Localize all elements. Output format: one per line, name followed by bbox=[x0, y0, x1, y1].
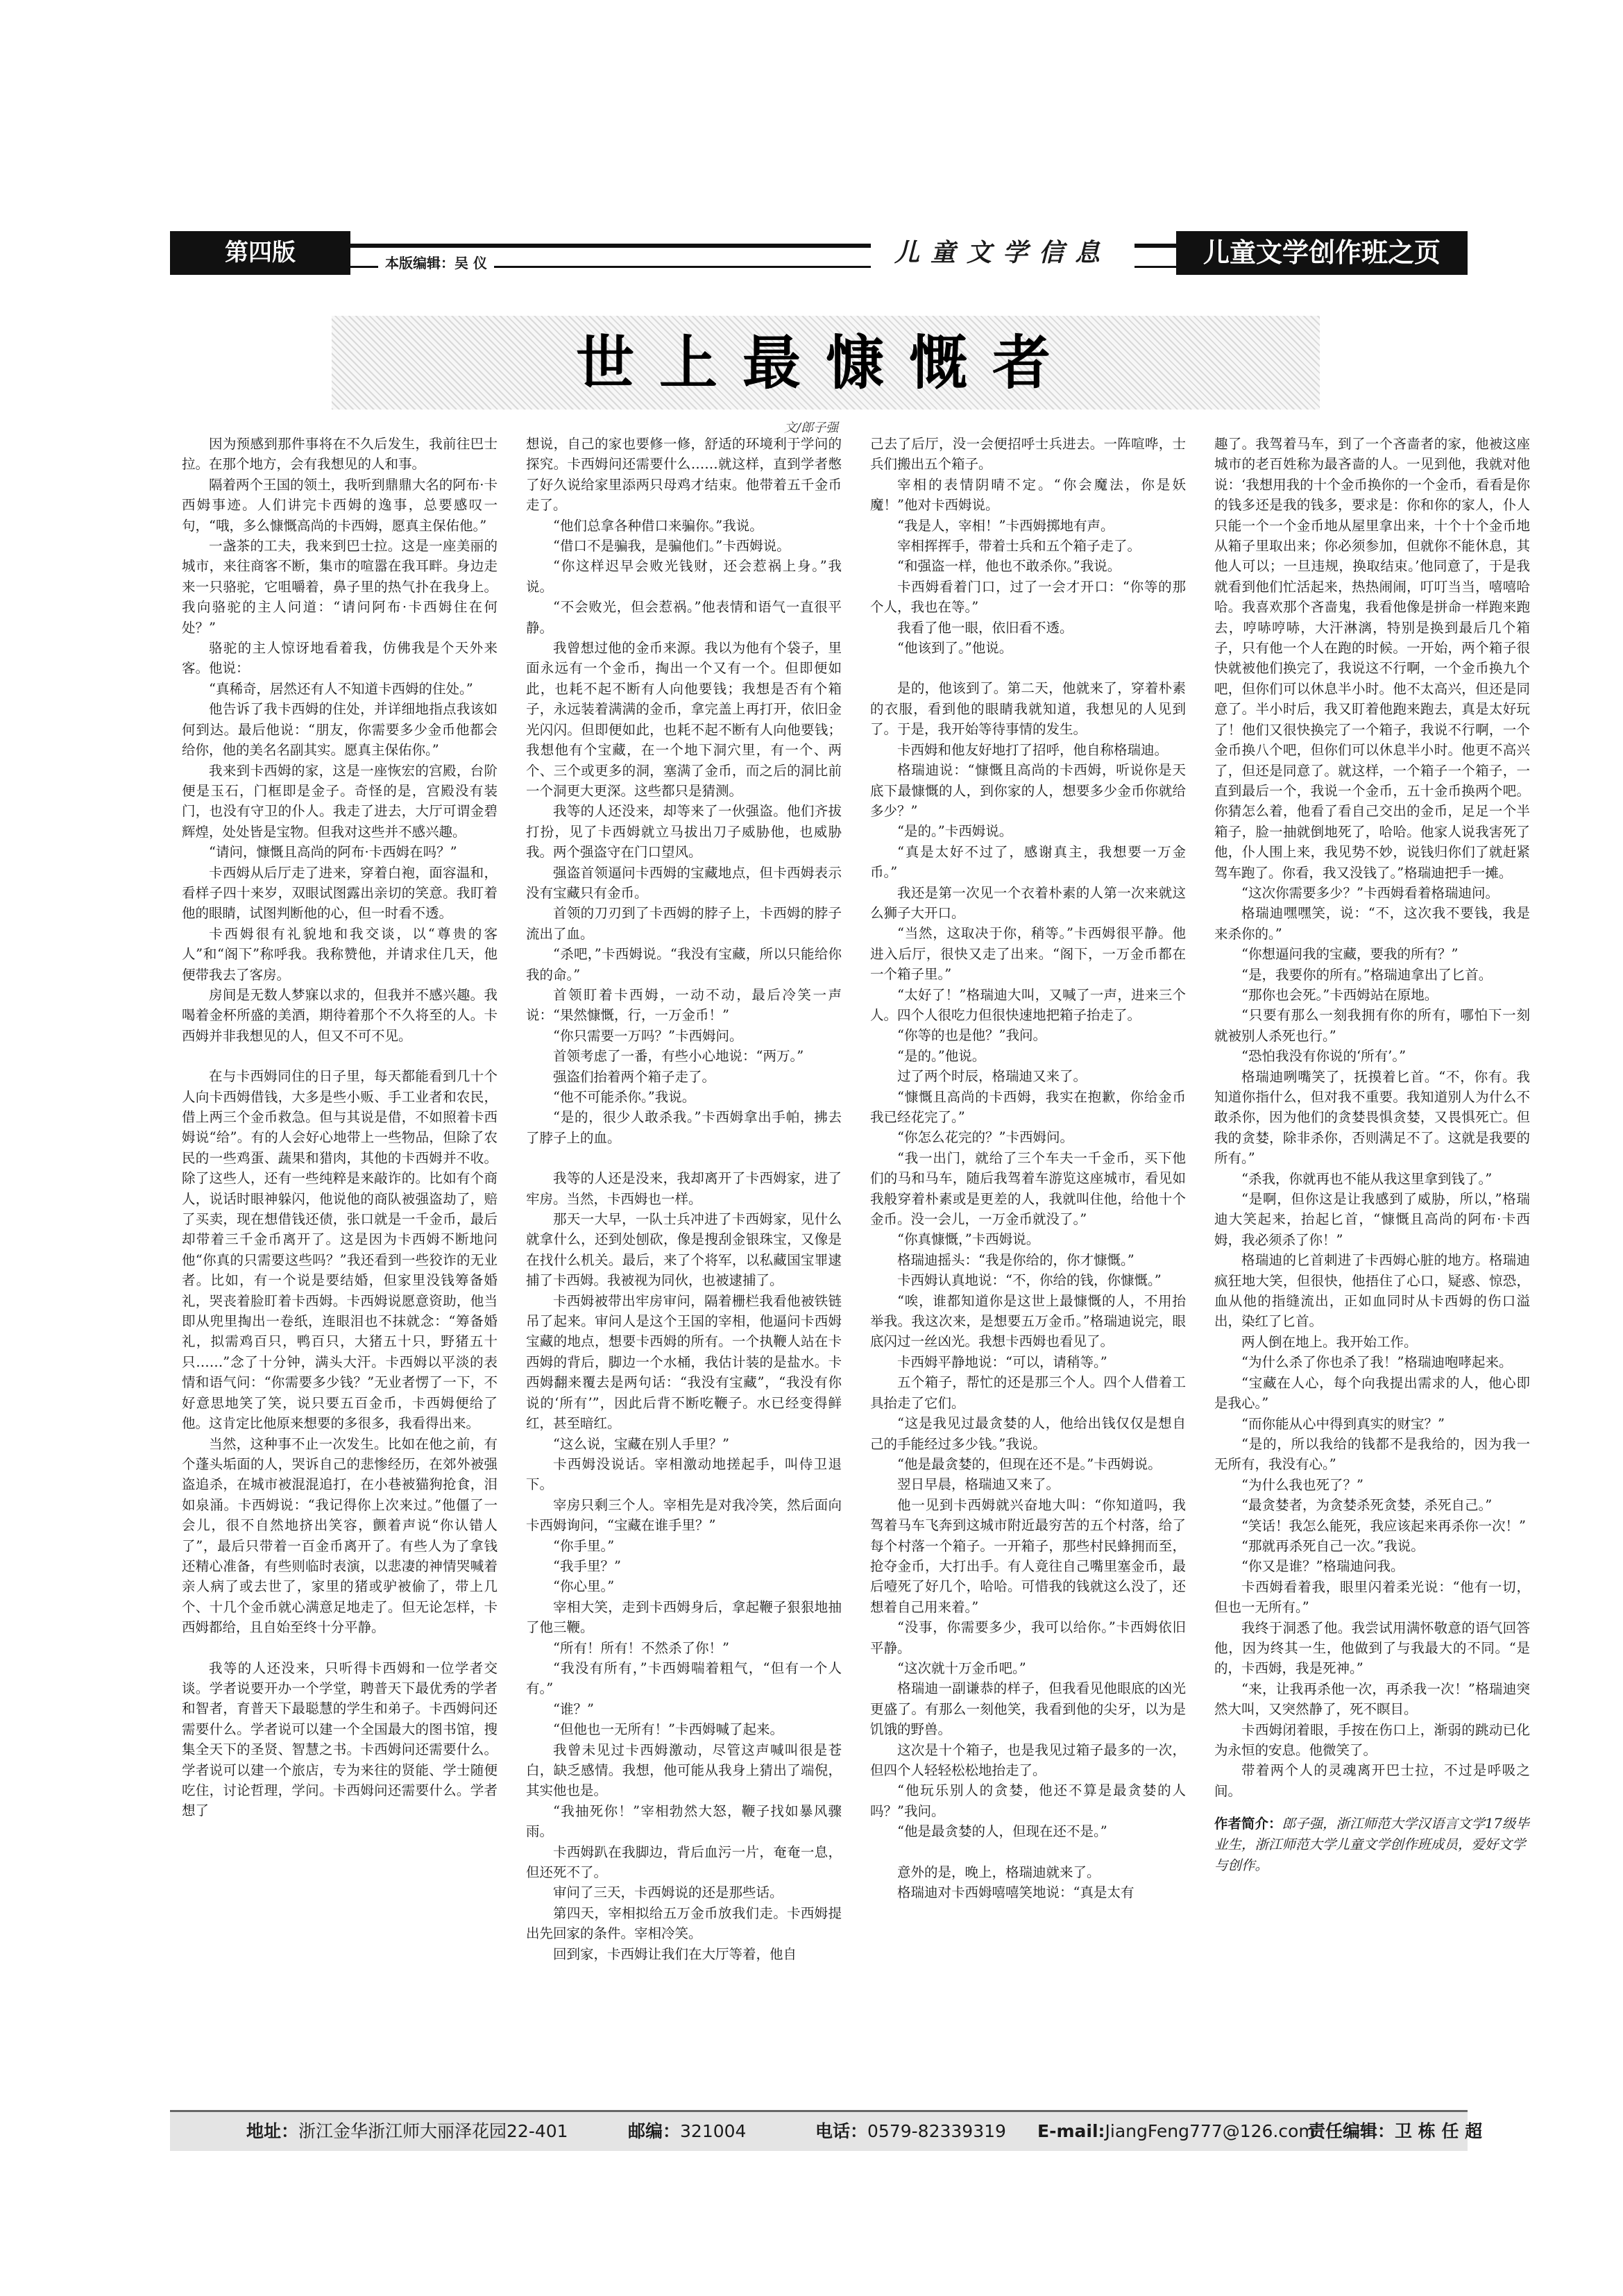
paragraph: 强盗首领逼问卡西姆的宝藏地点，但卡西姆表示没有宝藏只有金币。 bbox=[526, 864, 842, 901]
paragraph: “借口不是骗我，是骗他们。”卡西姆说。 bbox=[553, 538, 790, 555]
paragraph: 骆驼的主人惊讶地看着我，仿佛我是个天外来客。他说： bbox=[182, 640, 498, 677]
paragraph: 我看了他一眼，依旧看不透。 bbox=[897, 619, 1073, 636]
title-banner bbox=[332, 316, 1320, 410]
paragraph: 首领的刀刃到了卡西姆的脖子上，卡西姆的脖子流出了血。 bbox=[526, 905, 842, 942]
paragraph: “杀我，你就再也不能从我这里拿到钱了。” bbox=[1241, 1170, 1493, 1187]
paragraph: 首领考虑了一番，有些小心地说：“两万。” bbox=[553, 1048, 804, 1065]
article-column-2 bbox=[526, 434, 842, 2270]
paragraph: 强盗们抬着两个箱子走了。 bbox=[553, 1068, 716, 1085]
paragraph: “我没有所有，”卡西姆喘着粗气，“但有一个人有。” bbox=[526, 1660, 842, 1697]
paragraph: “你真慷慨，”卡西姆说。 bbox=[897, 1231, 1040, 1248]
paragraph: “他该到了。”他说。 bbox=[897, 640, 1013, 657]
paragraph: 意外的是，晚上，格瑞迪就来了。 bbox=[897, 1864, 1101, 1880]
paragraph: 第四天，宰相拟给五万金币放我们走。卡西姆提出先回家的条件。宰相冷笑。 bbox=[526, 1905, 842, 1942]
paragraph: “你这样迟早会败光钱财，还会惹祸上身。”我说。 bbox=[526, 558, 842, 595]
paragraph: “最贪婪者，为贪婪杀死贪婪，杀死自己。” bbox=[1241, 1497, 1493, 1514]
paragraph: “和强盗一样，他也不敢杀你。”我说。 bbox=[897, 558, 1121, 575]
paragraph: “笑话！我怎么能死，我应该起来再杀你一次！” bbox=[1241, 1517, 1526, 1534]
article-title: 世上最慷慨者 bbox=[575, 328, 1076, 397]
paragraph: “慷慨且高尚的卡西姆，我实在抱歉，你给金币我已经花完了。” bbox=[870, 1088, 1186, 1125]
paragraph: “杀吧，”卡西姆说。“我没有宝藏，所以只能给你我的命。” bbox=[526, 946, 842, 983]
paragraph: “谁？” bbox=[553, 1700, 594, 1717]
paragraph: “是啊，但你这是让我感到了威胁，所以，”格瑞迪大笑起来，抬起匕首，“慷慨且高尚的阿布·卡西姆，我必须杀了你！” bbox=[1214, 1191, 1530, 1248]
paragraph: “你只需要一万吗？”卡西姆问。 bbox=[553, 1027, 743, 1044]
paragraph: 格瑞迪一副谦恭的样子，但我看见他眼底的凶光更盛了。有那么一刻他笑，我看到他的尖牙，以为是饥饿的野兽。 bbox=[870, 1680, 1186, 1738]
paragraph: “我是人，宰相！”卡西姆掷地有声。 bbox=[897, 517, 1114, 534]
paragraph: “你怎么花完的？”卡西姆问。 bbox=[897, 1129, 1073, 1146]
paragraph: 格瑞迪对卡西姆嘻嘻笑地说：“真是太有 bbox=[897, 1884, 1135, 1901]
paragraph: 是的，他该到了。第二天，他就来了，穿着朴素的衣服，看到他的眼睛我就知道，我想见的人见到了。于是，我开始等待事情的发生。 bbox=[870, 680, 1186, 738]
paragraph: 卡西姆认真地说：“不，你给的钱，你慷慨。” bbox=[897, 1272, 1162, 1289]
paragraph: 审问了三天，卡西姆说的还是那些话。 bbox=[553, 1884, 783, 1901]
paragraph: “他玩乐别人的贪婪，他还不算是最贪婪的人吗？”我问。 bbox=[870, 1782, 1186, 1819]
paragraph: “你想逼问我的宝藏，要我的所有？” bbox=[1241, 946, 1459, 963]
paragraph: 卡西姆闭着眼，手按在伤口上，渐弱的跳动已化为永恒的安息。他微笑了。 bbox=[1214, 1721, 1530, 1758]
paragraph: “这次你需要多少？”卡西姆看着格瑞迪问。 bbox=[1241, 884, 1499, 901]
paragraph: “那你也会死。”卡西姆站在原地。 bbox=[1241, 986, 1438, 1003]
paragraph: 卡西姆看着我，眼里闪着柔光说：“他有一切，但也一无所有。” bbox=[1214, 1578, 1530, 1616]
paragraph: “我一出门，就给了三个车夫一千金币，买下他们的马和马车，随后我驾着车游览这座城市，看见如我般穿着朴素或是更差的人，我就叫住他，给他十个金币。没一会儿，一万金币就没了。” bbox=[870, 1149, 1186, 1228]
paragraph: 宰相挥挥手，带着士兵和五个箱子走了。 bbox=[897, 538, 1141, 555]
paragraph: “真是太好不过了，感谢真主，我想要一万金币。” bbox=[870, 843, 1186, 881]
paragraph: “这么说，宝藏在别人手里？” bbox=[553, 1435, 729, 1452]
paragraph: “是的，所以我给的钱都不是我给的，因为我一无所有，我没有心。” bbox=[1214, 1435, 1530, 1473]
article-column-4 bbox=[1214, 434, 1530, 2270]
paragraph: “我抽死你！”宰相勃然大怒，鞭子找如暴风骤雨。 bbox=[526, 1803, 842, 1840]
paragraph: “没事，你需要多少，我可以给你。”卡西姆依旧平静。 bbox=[870, 1619, 1186, 1656]
article-column-3 bbox=[870, 434, 1186, 2270]
paragraph: 我曾未见过卡西姆激动，尽管这声喊叫很是苍白，缺乏感情。我想，他可能从我身上猜出了端倪，其实他也是。 bbox=[526, 1741, 842, 1799]
phone: 0579-82339319 bbox=[867, 2121, 1006, 2141]
paragraph: 我等的人还没来，却等来了一伙强盗。他们齐拔打扮，见了卡西姆就立马拔出刀子威胁他，也威胁我。两个强盗守在门口望风。 bbox=[526, 803, 842, 861]
postcode: 321004 bbox=[680, 2121, 747, 2141]
paragraph: 两人倒在地上。我开始工作。 bbox=[1241, 1333, 1418, 1350]
paragraph: “所有！所有！不然杀了你！” bbox=[553, 1639, 729, 1656]
responsible-editors: 卫 栋 任 超 bbox=[1395, 2121, 1483, 2141]
paragraph: 宰房只剩三个人。宰相先是对我冷笑，然后面向卡西姆询问，“宝藏在谁手里？” bbox=[526, 1496, 842, 1534]
article-column-1 bbox=[182, 434, 498, 2270]
paragraph: 五个箱子，帮忙的还是那三个人。四个人借着工具抬走了它们。 bbox=[870, 1374, 1186, 1411]
paragraph: “为什么杀了你也杀了我！”格瑞迪咆哮起来。 bbox=[1241, 1354, 1513, 1371]
paragraph: 这次是十个箱子，也是我见过箱子最多的一次，但四个人轻轻松松地抬走了。 bbox=[870, 1741, 1186, 1778]
paragraph: 我曾想过他的金币来源。我以为他有个袋子，里面永远有一个金币，掏出一个又有一个。但即便如此，也耗不起不断有人向他要钱；我想是否有个箱子，永远装着满满的金币，拿完盖上再打开，依旧金光闪闪。但即便如此，也耗不起不断有人向他要钱；我想他有个宝藏，在一个地下洞穴里，有一个、两个、三个或更多的洞，塞满了金币，而之后的洞比前一个洞更大更深。这些都只是猜测。 bbox=[526, 640, 842, 799]
byline: 文/郎子强 bbox=[784, 421, 839, 435]
page-label: 儿童文学创作班之页 bbox=[1176, 231, 1468, 275]
paragraph: “那就再杀死自己一次。”我说。 bbox=[1241, 1537, 1425, 1554]
paragraph: 想说，自己的家也要修一修，舒适的环境利于学问的探究。卡西姆问还需要什么……就这样，直到学者憋了好久说给家里添两只母鸡才结束。他带着五千金币走了。 bbox=[526, 436, 842, 514]
paragraph: 卡西姆从后厅走了进来，穿着白袍，面容温和，看样子四十来岁，双眼试图露出亲切的笑意。我盯着他的眼睛，试图判断他的心，但一时看不透。 bbox=[182, 864, 498, 922]
paragraph: “而你能从心中得到真实的财宝？” bbox=[1241, 1415, 1445, 1432]
paragraph: 翌日早晨，格瑞迪又来了。 bbox=[897, 1476, 1060, 1493]
paragraph: “真稀奇，居然还有人不知道卡西姆的住处。” bbox=[209, 680, 473, 697]
paragraph: “只要有那么一刻我拥有你的所有，哪怕下一刻就被别人杀死也行。” bbox=[1214, 1007, 1530, 1044]
paragraph: 卡西姆被带出牢房审问，隔着栅栏我看他被铁链吊了起来。审问人是这个王国的宰相，他逼问卡西姆宝藏的地点，想要卡西姆的所有。一个执鞭人站在卡西姆的背后，脚边一个水桶，我估计装的是盐水。卡西姆翻来覆去是两句话：“我没有宝藏”，“我没有你说的‘所有’”，因此后背不断吃鞭子。水已经变得鲜红，甚至暗红。 bbox=[526, 1292, 842, 1432]
paragraph: 他告诉了我卡西姆的住处，并详细地指点我该如何到达。最后他说：“朋友，你需要多少金币他都会给你，他的美名名副其实。愿真主保佑你。” bbox=[182, 701, 498, 759]
paragraph: 卡西姆很有礼貌地和我交谈，以“尊贵的客人”和“阁下”称呼我。我称赞他，并请求住几天，他便带我去了客房。 bbox=[182, 925, 498, 983]
address-label: 地址： bbox=[246, 2121, 299, 2141]
paragraph: “他是最贪婪的人，但现在还不是。” bbox=[897, 1823, 1107, 1840]
paragraph: “这是我见过最贪婪的人，他给出钱仅仅是想自己的手能经过多少钱。”我说。 bbox=[870, 1415, 1186, 1452]
paragraph: 我还是第一次见一个衣着朴素的人第一次来就这么狮子大开口。 bbox=[870, 884, 1186, 921]
paragraph: 我来到卡西姆的家，这是一座恢宏的宫殿，台阶便是玉石，门框即是金子。奇怪的是，宫殿没有装门，也没有守卫的仆人。我走了进去，大厅可谓金碧辉煌，处处皆是宝物。但我对这些并不感兴趣。 bbox=[182, 762, 498, 840]
paragraph: “他们总拿各种借口来骗你。”我说。 bbox=[553, 517, 763, 534]
paragraph: 我等的人还是没来，我却离开了卡西姆家，进了牢房。当然，卡西姆也一样。 bbox=[526, 1170, 842, 1207]
paragraph: 一盏茶的工夫，我来到巴士拉。这是一座美丽的城市，来往商客不断，集市的喧嚣在我耳畔。身边走来一只骆驼，它咀嚼着，鼻子里的热气扑在我身上。我向骆驼的主人问道：“请问阿布·卡西姆住在何处？” bbox=[182, 538, 498, 636]
paragraph: “他是最贪婪的，但现在还不是。”卡西姆说。 bbox=[897, 1455, 1162, 1472]
paragraph: “这次就十万金币吧。” bbox=[897, 1660, 1026, 1676]
paragraph: 卡西姆看着门口，过了一会才开口：“你等的那个人，我也在等。” bbox=[870, 578, 1186, 616]
paragraph: 格瑞迪摇头：“我是你给的，你才慷慨。” bbox=[897, 1251, 1135, 1268]
paragraph: 趣了。我驾着马车，到了一个吝啬者的家，他被这座城市的老百姓称为最吝啬的人。一见到他，我就对他说：‘我想用我的十个金币换你的一个金币，看看是你的钱多还是我的钱多，要求是：你和你的家人，仆人只能一个一个金币地从屋里拿出来，十个十个金币地从箱子里取出来；你必须参加，但就你不能休息，其他人可以；一旦违规，换取结束。’他同意了，于是我就看到他们忙活起来，热热闹闹，叮叮当当，嘻嘻哈哈。我喜欢那个吝啬鬼，我看他像是拼命一样跑来跑去，哼哧哼哧，大汗淋漓，特别是换到最后几个箱子，只有他一个人在跑的时候。一开始，两个箱子很快就被他们换完了，我说这不行啊，一个金币换九个吧，但你们可以休息半小时。他不太高兴，但还是同意了。半小时后，我又盯着他跑来跑去，真是太好玩了！他们又很快换完了一个箱子，我说不行啊，一个金币换八个吧，但你们可以休息半小时。他更不高兴了，但还是同意了。就这样，一个箱子一个箱子，一直到最后一个，我说一个金币，五十金币换两个吧。你猜怎么着，他看了看自己交出的金币，足足一个半箱子，脸一抽就倒地死了，哈哈。他家人说我害死了他，仆人围上来，我见势不妙，说钱归你们了就赶紧驾车跑了。你看，我又没钱了。”格瑞迪把手一摊。 bbox=[1214, 436, 1530, 881]
editors-label: 责任编辑： bbox=[1308, 2121, 1395, 2141]
section-title: 儿童文学信息 bbox=[871, 231, 1135, 275]
paragraph: 格瑞迪咧嘴笑了，抚摸着匕首。“不，你有。我知道你指什么，但对我不重要。我知道别人为什么不敢杀你，因为他们的贪婪畏惧贪婪，又畏惧死亡。但我的贪婪，除非杀你，否则满足不了。这就是我要的所有。” bbox=[1214, 1068, 1530, 1167]
paragraph: “他不可能杀你。”我说。 bbox=[553, 1089, 696, 1105]
paragraph: 卡西姆和他友好地打了招呼，他自称格瑞迪。 bbox=[897, 741, 1169, 758]
paragraph: 卡西姆平静地说：“可以，请稍等。” bbox=[897, 1353, 1107, 1370]
paragraph: 首领盯着卡西姆，一动不动，最后冷笑一声说：“果然慷慨，行，一万金币！” bbox=[526, 986, 842, 1024]
email: JiangFeng777@126.com bbox=[1105, 2121, 1316, 2141]
page-editor: 本版编辑：吴 仪 bbox=[378, 252, 494, 272]
paragraph: 我终于洞悉了他。我尝试用满怀敬意的语气回答他，因为终其一生，他做到了与我最大的不同。“是的，卡西姆，我是死神。” bbox=[1214, 1619, 1530, 1677]
paragraph: “你手里。” bbox=[553, 1537, 615, 1554]
paragraph: 当然，这种事不止一次发生。比如在他之前，有个蓬头垢面的人，哭诉自己的悲惨经历，在郊外被强盗追杀，在城市被混混追打，在小巷被猫狗抢食，泪如泉涌。卡西姆说：“我记得你上次来过。”他僵了一会儿，很不自然地挤出笑容，颤着声说“你认错人了”，最后只带着一百金币离开了。有些人为了拿钱还精心准备，有些则临时表演，以悲凄的神情哭喊着亲人病了或去世了，家里的猪或驴被偷了，带上几个、十几个金币就心满意足地走了。但无论怎样，卡西姆都给，且自始至终十分平静。 bbox=[182, 1435, 498, 1636]
paragraph: “但他也一无所有！”卡西姆喊了起来。 bbox=[553, 1721, 783, 1738]
paragraph: “宝藏在人心，每个向我提出需求的人，他心即是我心。” bbox=[1214, 1374, 1530, 1412]
paragraph: 宰相大笑，走到卡西姆身后，拿起鞭子狠狠地抽了他三鞭。 bbox=[526, 1598, 842, 1636]
paragraph: 卡西姆趴在我脚边，背后血污一片，奄奄一息，但还死不了。 bbox=[526, 1843, 842, 1881]
paragraph: 那天一大早，一队士兵冲进了卡西姆家，见什么就拿什么，还到处刨砍，像是搜刮金银珠宝，又像是在找什么机关。最后，来了个将军，以私藏国宝罪逮捕了卡西姆。我被视为同伙，也被逮捕了。 bbox=[526, 1211, 842, 1289]
paragraph: “是的，很少人敢杀我。”卡西姆拿出手帕，拂去了脖子上的血。 bbox=[526, 1109, 842, 1146]
email-label: E-mail: bbox=[1037, 2121, 1105, 2141]
paragraph: “当然，这取决于你，稍等。”卡西姆很平静。他进入后厅，很快又走了出来。“阁下，一万金币都在一个箱子里。” bbox=[870, 925, 1186, 983]
paragraph: “是的。”卡西姆说。 bbox=[897, 823, 1013, 840]
paragraph: 带着两个人的灵魂离开巴士拉，不过是呼吸之间。 bbox=[1214, 1762, 1530, 1799]
paragraph: 己去了后厅，没一会便招呼士兵进去。一阵喧哗，士兵们搬出五个箱子。 bbox=[870, 436, 1186, 473]
paragraph: 因为预感到那件事将在不久后发生，我前往巴士拉。在那个地方，会有我想见的人和事。 bbox=[182, 436, 498, 473]
paragraph: “是，我要你的所有。”格瑞迪拿出了匕首。 bbox=[1241, 966, 1493, 983]
paragraph: 我等的人还没来，只听得卡西姆和一位学者交谈。学者说要开办一个学堂，聘普天下最优秀的学者和智者，育普天下最聪慧的学生和弟子。卡西姆问还需要什么。学者说可以建一个全国最大的图书馆，搜集全天下的圣贤、智慧之书。卡西姆问还需要什么。学者说可以建一个旅店，专为来往的贤能、学士随便吃住，讨论哲理，学问。卡西姆问还需要什么。学者想了 bbox=[182, 1660, 498, 1819]
paragraph: 格瑞迪的匕首刺进了卡西姆心脏的地方。格瑞迪疯狂地大笑，但很快，他捂住了心口，疑惑、惊恐，血从他的指缝流出，正如血同时从卡西姆的伤口溢出，染红了匕首。 bbox=[1214, 1252, 1530, 1330]
paragraph: “你等的也是他？”我问。 bbox=[897, 1027, 1046, 1044]
masthead bbox=[170, 231, 1468, 275]
paragraph: 在与卡西姆同住的日子里，每天都能看到几十个人向卡西姆借钱，大多是些小贩、手工业者和农民，借上两三个金币救急。但与其说是借，不如照着卡西姆说“给”。有的人会好心地带上一些物品，但除了农民的一些鸡蛋、蔬果和猎肉，其他的卡西姆并不收。除了这些人，还有一些纯粹是来敲诈的。比如有个商人，说话时眼神躲闪，他说他的商队被强盗劫了，赔了买卖，现在想借钱还债，张口就是一千金币，最后却带着三千金币离开了。这是因为卡西姆不断地问他“你真的只需要这些吗？”我还看到一些狡诈的无业者。比如，有一个说是要结婚，但家里没钱筹备婚礼，哭丧着脸盯着卡西姆。卡西姆说愿意资助，他当即从兜里掏出一卷纸，连眼泪也不抹就念：“筹备婚礼，拟需鸡百只，鸭百只，大猪五十只，野猪五十只……”念了十分钟，满头大汗。卡西姆以平淡的表情和语气问：“你需要多少钱？”无业者愣了一下，不好意思地笑了笑，说只要五百金币，卡西姆便给了他。这肯定比他原来想要的多很多，我看得出来。 bbox=[182, 1068, 498, 1432]
paragraph: “为什么我也死了？” bbox=[1241, 1476, 1363, 1493]
paragraph: “来，让我再杀他一次，再杀我一次！”格瑞迪突然大叫，又突然静了，死不瞑目。 bbox=[1214, 1680, 1530, 1718]
author-note-label: 作者简介： bbox=[1214, 1816, 1282, 1832]
postcode-label: 邮编： bbox=[628, 2121, 681, 2141]
paragraph: 格瑞迪嘿嘿笑，说：“不，这次我不要钱，我是来杀你的。” bbox=[1214, 905, 1530, 942]
footer-bar bbox=[170, 2110, 1483, 2151]
paragraph: 隔着两个王国的领土，我听到鼎鼎大名的阿布·卡西姆事迹。人们讲完卡西姆的逸事，总要感叹一句，“哦，多么慷慨高尚的卡西姆，愿真主保佑他。” bbox=[182, 476, 498, 534]
author-note-text: 郎子强，浙江师范大学汉语言文学17级毕业生，浙江师范大学儿童文学创作班成员，爱好文学与创作。 bbox=[1214, 1816, 1529, 1874]
paragraph: “唉，谁都知道你是这世上最慷慨的人，不用抬举我。我这次来，是想要五万金币。”格瑞迪说完，眼底闪过一丝凶光。我想卡西姆也看见了。 bbox=[870, 1292, 1186, 1350]
paragraph: 回到家，卡西姆让我们在大厅等着，他自 bbox=[553, 1945, 797, 1962]
edition-label: 第四版 bbox=[170, 231, 350, 275]
paragraph: “太好了！”格瑞迪大叫，又喊了一声，进来三个人。四个人很吃力但很快速地把箱子抬走了。 bbox=[870, 986, 1186, 1023]
phone-label: 电话： bbox=[815, 2121, 868, 2141]
paragraph: 过了两个时辰，格瑞迪又来了。 bbox=[897, 1068, 1087, 1085]
author-note bbox=[1214, 1814, 1530, 1876]
paragraph: 房间是无数人梦寐以求的，但我并不感兴趣。我喝着金杯所盛的美酒，期待着那个不久将至的人。卡西姆并非我想见的人，但又不可不见。 bbox=[182, 986, 498, 1044]
paragraph: 他一见到卡西姆就兴奋地大叫：“你知道吗，我驾着马车飞奔到这城市附近最穷苦的五个村落，给了每个村落一个箱子。一开箱子，那些村民蜂拥而至，抢夺金币，大打出手。有人竟往自己嘴里塞金币，最后噎死了好几个，哈哈。可惜我的钱就这么没了，还想着自己用来着。” bbox=[870, 1496, 1186, 1615]
paragraph: “是的。”他说。 bbox=[897, 1047, 986, 1064]
paragraph: “恐怕我没有你说的‘所有’。” bbox=[1241, 1048, 1407, 1065]
paragraph: “你心里。” bbox=[553, 1578, 615, 1595]
paragraph: 宰相的表情阴晴不定。“你会魔法，你是妖魔！”他对卡西姆说。 bbox=[870, 476, 1186, 514]
paragraph: “不会败光，但会惹祸。”他表情和语气一直很平静。 bbox=[526, 599, 842, 636]
paragraph: 格瑞迪说：“慷慨且高尚的卡西姆，听说你是天底下最慷慨的人，到你家的人，想要多少金币你就给多少？” bbox=[870, 762, 1186, 819]
address: 浙江金华浙江师大丽泽花园22-401 bbox=[298, 2121, 568, 2141]
paragraph: “你又是谁？”格瑞迪问我。 bbox=[1241, 1558, 1404, 1575]
paragraph: “我手里？” bbox=[553, 1558, 621, 1574]
paragraph: 卡西姆没说话。宰相激动地搓起手，叫侍卫退下。 bbox=[526, 1455, 842, 1493]
paragraph: “请问，慷慨且高尚的阿布·卡西姆在吗？” bbox=[209, 844, 457, 861]
